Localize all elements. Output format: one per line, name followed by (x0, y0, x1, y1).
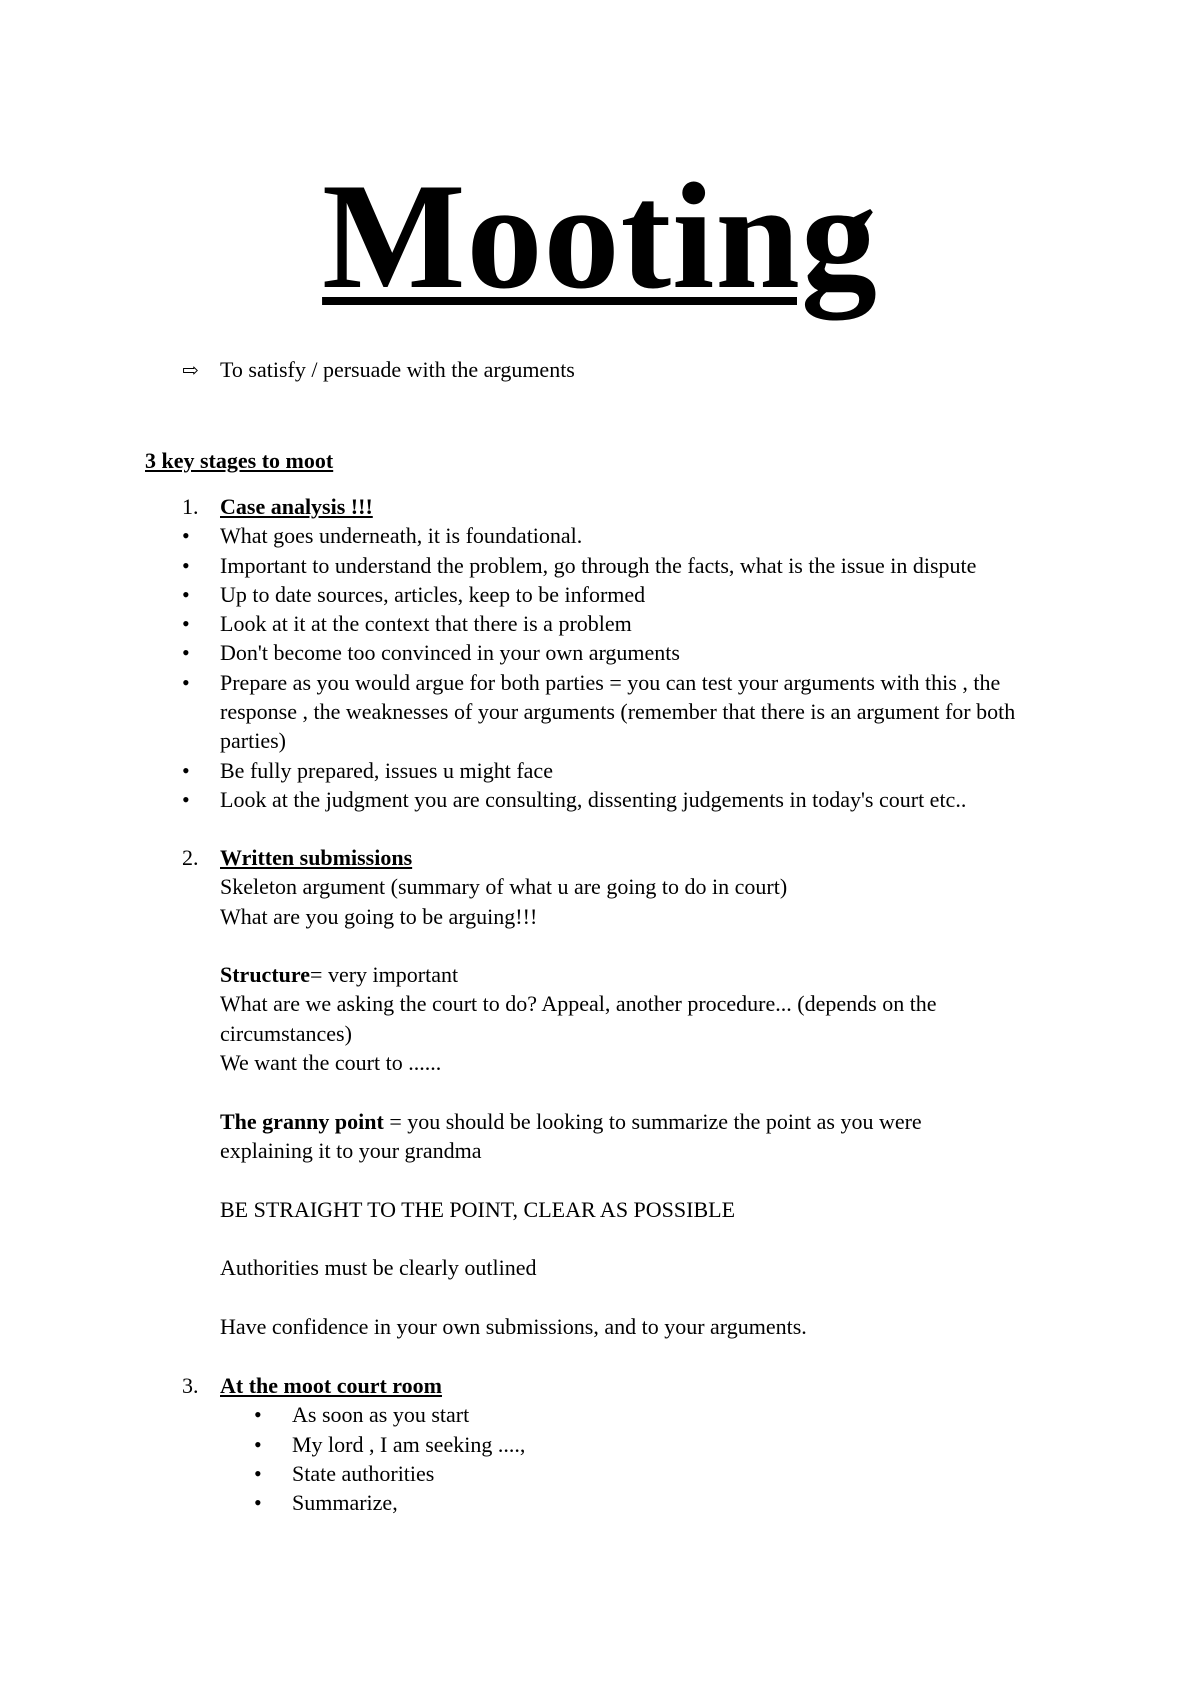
paragraph: Authorities must be clearly outlined (220, 1255, 537, 1281)
stages-heading: 3 key stages to moot (145, 448, 334, 473)
bullet-icon (182, 668, 220, 756)
paragraph: What are we asking the court to do? Appeal, another procedure... (depends on the circumstances) (220, 991, 937, 1046)
granny-text: = you should be looking to summarize the point as you were explaining it to your grandma (220, 1108, 922, 1163)
paragraph: BE STRAIGHT TO THE POINT, CLEAR AS POSSIBLE (220, 1196, 736, 1222)
granny-paragraph (182, 1107, 1020, 1166)
paragraph: What are you going to be arguing!!! (220, 903, 538, 929)
stage-number: 1. (182, 494, 199, 519)
bullet-icon (182, 551, 220, 580)
stage-heading: At the moot court room (220, 1373, 442, 1398)
stage-1-heading-row (182, 492, 1060, 521)
stage-2 (182, 843, 1020, 1341)
list-item: • Look at it at the context that there is a problem (182, 609, 1060, 638)
stage-3-heading-row (182, 1371, 525, 1400)
bullet-icon (254, 1430, 292, 1459)
stage-number: 2. (182, 845, 199, 870)
paragraph: We want the court to ...... (220, 1050, 442, 1076)
bullet-icon (254, 1400, 292, 1429)
arrow-icon: ⇨ (182, 360, 199, 382)
bullet-icon (182, 785, 220, 814)
stage-heading: Written submissions (220, 845, 413, 870)
paragraph: Have confidence in your own submissions, and to your arguments. (220, 1313, 807, 1339)
granny-label: The granny point (220, 1108, 384, 1134)
paragraph: Skeleton argument (summary of what u are going to do in court) (220, 874, 788, 900)
list-item: • Summarize, (182, 1488, 525, 1517)
intro-text: To satisfy / persuade with the arguments (220, 357, 575, 382)
bullet-icon (182, 609, 220, 638)
stage-2-heading-row (182, 843, 1020, 872)
bullet-icon (182, 580, 220, 609)
stage-1 (182, 492, 1060, 814)
list-item: • My lord , I am seeking ...., (182, 1430, 525, 1459)
stage-heading: Case analysis !!! (220, 494, 373, 519)
list-item: • Important to understand the problem, go through the facts, what is the issue in dispute (182, 551, 1060, 580)
stage-number: 3. (182, 1373, 199, 1398)
structure-line (182, 960, 1020, 989)
stage-3 (182, 1371, 525, 1517)
intro-line (182, 357, 575, 383)
structure-text: = very important (310, 962, 459, 988)
list-item: • Up to date sources, articles, keep to be informed (182, 580, 1060, 609)
bullet-icon (182, 638, 220, 667)
list-item: • Be fully prepared, issues u might face (182, 756, 1060, 785)
bullet-icon (182, 521, 220, 550)
bullet-icon (254, 1488, 292, 1517)
list-item: • Look at the judgment you are consulting, dissenting judgements in today's court etc.. (182, 785, 1060, 814)
list-item: • What goes underneath, it is foundational. (182, 521, 1060, 550)
structure-label: Structure (220, 962, 311, 988)
list-item: • Don't become too convinced in your own arguments (182, 638, 1060, 667)
bullet-icon (254, 1459, 292, 1488)
list-item: • State authorities (182, 1459, 525, 1488)
bullet-icon (182, 756, 220, 785)
list-item: • Prepare as you would argue for both parties = you can test your arguments with this , the response , the weaknesses of your arguments (remember that there is an argument for both parties) (182, 668, 1060, 756)
document-title: Mooting (322, 152, 878, 320)
list-item: • As soon as you start (182, 1400, 525, 1429)
